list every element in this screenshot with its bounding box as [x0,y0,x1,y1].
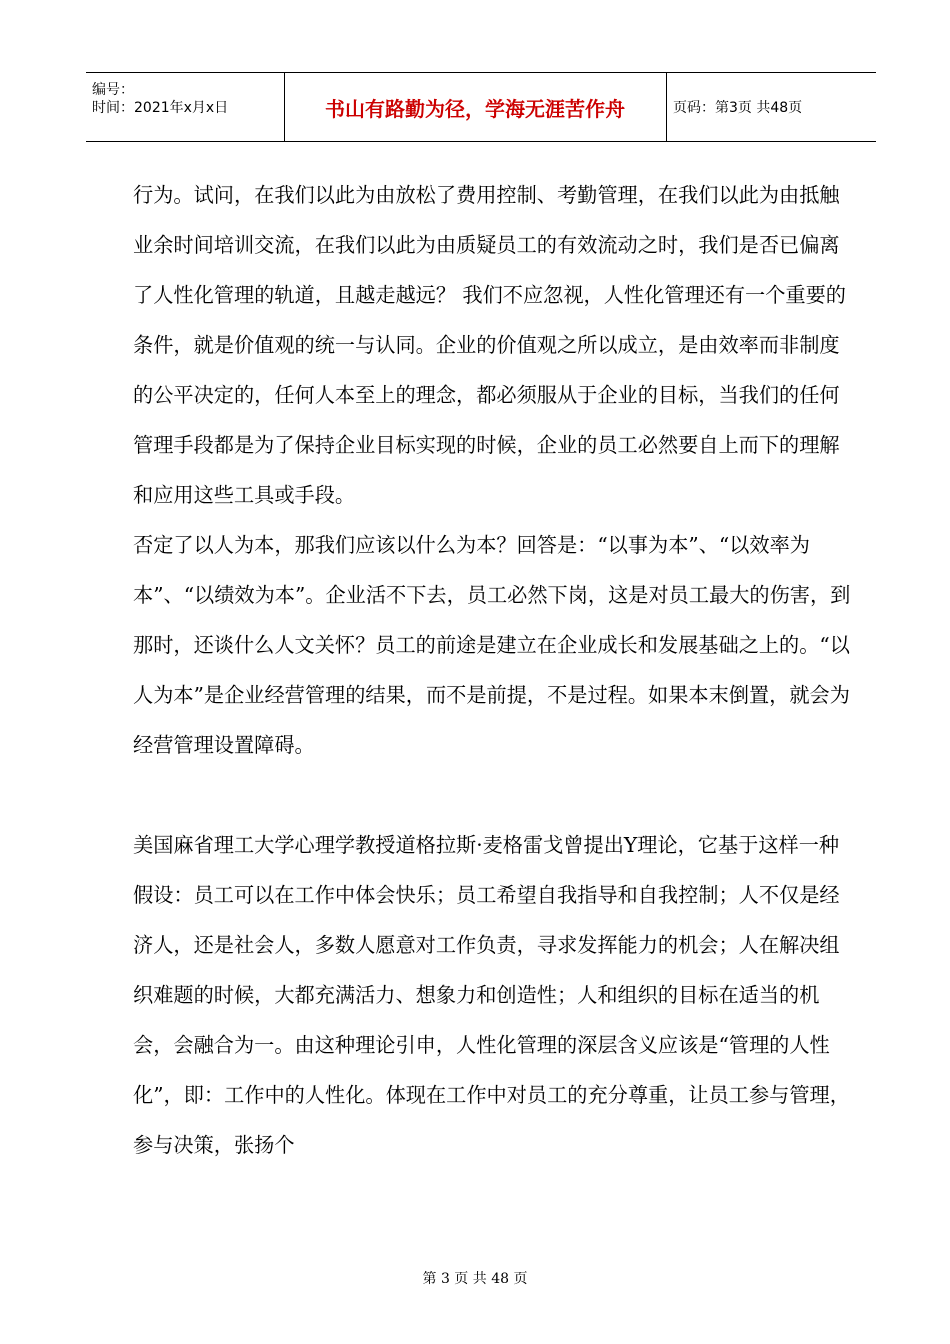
document-number-label: 编号： [92,82,134,98]
page-footer: 第 3 页 共 48 页 [422,1271,528,1287]
document-date-label: 时间：2021年x月x日 [92,100,229,116]
paragraph-spacer [133,770,853,820]
body-paragraph: 行为。试问，在我们以此为由放松了费用控制、考勤管理，在我们以此为由抵触业余时间培训交流，在我们以此为由质疑员工的有效流动之时，我们是否已偏离了人性化管理的轨道，且越走越远？ 我们不应忽视，人性化管理还有一个重要的条件，就是价值观的统一与认同。企业的价值观之所以成立，是由效率而非制度的公平决定的，任何人本至上的理念，都必须服从于企业的目标，当我们的任何管理手段都是为了保持企业目标实现的时候，企业的员工必然要自上而下的理解和应用这些工具或手段。 [133,183,846,507]
document-body [133,170,853,1170]
header-motto: 书山有路勤为径，学海无涯苦作舟 [325,96,625,121]
header-meta [86,73,284,141]
body-paragraph: 否定了以人为本，那我们应该以什么为本？回答是：“以事为本”、“以效率为本”、“以绩效为本”。企业活不下去，员工必然下岗，这是对员工最大的伤害，到那时，还谈什么人文关怀？员工的前途是建立在企业成长和发展基础之上的。“以人为本”是企业经营管理的结果，而不是前提，不是过程。如果本末倒置，就会为经营管理设置障碍。 [133,533,851,757]
page-header [86,72,876,142]
header-divider [666,73,667,141]
header-page-number: 页码：第3页 共48页 [673,100,803,116]
body-paragraph: 美国麻省理工大学心理学教授道格拉斯·麦格雷戈曾提出Y理论，它基于这样一种假设：员工可以在工作中体会快乐；员工希望自我指导和自我控制；人不仅是经济人，还是社会人，多数人愿意对工作负责，寻求发挥能力的机会；人在解决组织难题的时候，大都充满活力、想象力和创造性；人和组织的目标在适当的机会，会融合为一。由这种理论引申，人性化管理的深层含义应该是“管理的人性化”，即：工作中的人性化。体现在工作中对员工的充分尊重，让员工参与管理，参与决策，张扬个 [133,833,850,1157]
